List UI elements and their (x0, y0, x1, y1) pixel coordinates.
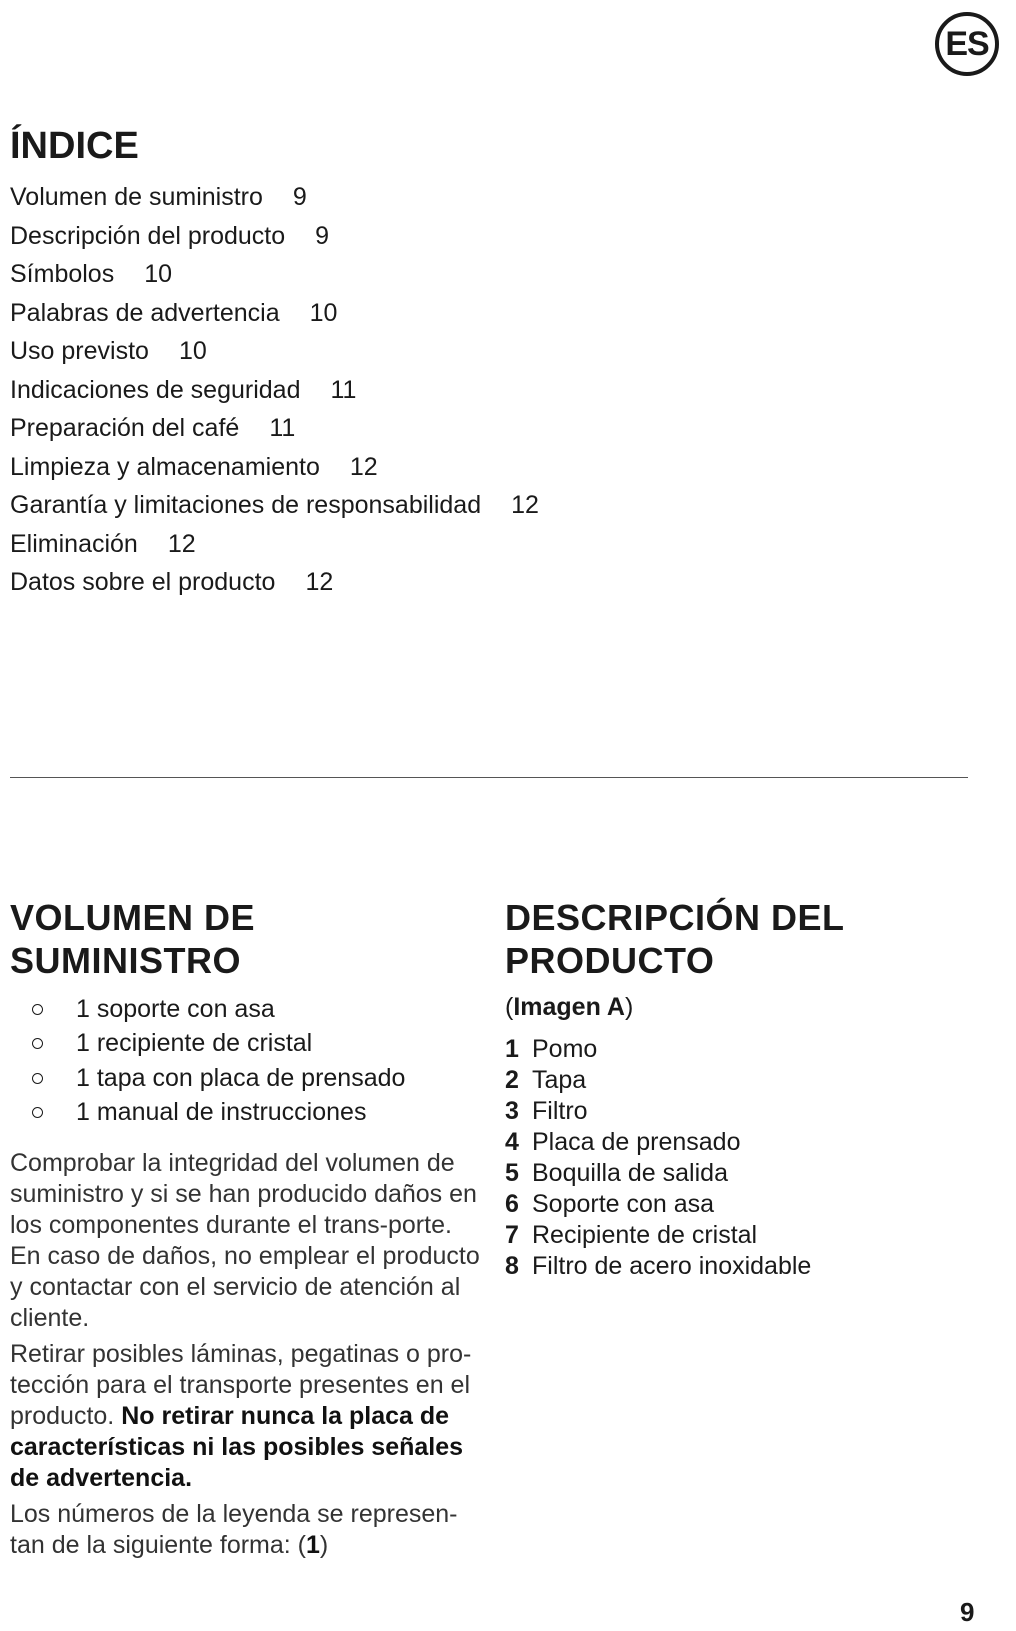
toc-entry-label: Garantía y limitaciones de responsabilidad (10, 491, 482, 519)
part-label: Pomo (532, 1035, 598, 1063)
parts-list (505, 1034, 985, 1282)
supply-title-line2: SUMINISTRO (10, 940, 242, 981)
toc-title: ÍNDICE (10, 125, 139, 167)
toc-entry-label: Descripción del producto (10, 221, 286, 250)
list-item (10, 1027, 480, 1062)
circle-bullet-icon (32, 1107, 43, 1118)
toc-entry-page: 10 (144, 260, 173, 288)
toc-entry[interactable] (10, 332, 539, 371)
toc-entry[interactable] (10, 371, 539, 410)
toc-entry[interactable] (10, 217, 539, 256)
toc-entry-label: Preparación del café (10, 414, 240, 442)
toc-entry-page: 12 (167, 529, 196, 558)
toc-entry[interactable] (10, 448, 539, 487)
description-section (505, 896, 985, 1282)
list-item (505, 1034, 985, 1065)
part-number: 2 (505, 1066, 519, 1094)
table-of-contents (10, 178, 539, 602)
circle-bullet-icon (32, 1004, 43, 1015)
part-number: 6 (505, 1190, 519, 1218)
part-number: 1 (505, 1035, 519, 1063)
language-badge: ES (935, 12, 999, 76)
image-ref-open: ( (505, 993, 514, 1021)
toc-entry-page: 12 (349, 452, 378, 481)
warning-text: No retirar nunca la placa de características ni las posibles señales de advertencia. (10, 1402, 464, 1492)
part-label: Soporte con asa (532, 1190, 715, 1218)
list-item (10, 1096, 480, 1131)
legend-close: ) (319, 1531, 329, 1559)
supply-title-line1: VOLUMEN DE (10, 897, 256, 938)
list-item (505, 1065, 985, 1096)
list-item-label: 1 manual de instrucciones (76, 1098, 367, 1127)
description-title-line2: PRODUCTO (505, 940, 715, 981)
list-item (10, 1061, 480, 1096)
part-label: Placa de prensado (532, 1128, 741, 1156)
toc-entry-page: 10 (178, 337, 207, 365)
image-ref-close: ) (624, 993, 634, 1021)
part-number: 7 (505, 1221, 519, 1249)
supply-title (10, 896, 480, 982)
toc-entry[interactable] (10, 255, 539, 294)
part-label: Boquilla de salida (532, 1159, 728, 1187)
legend-example-number: 1 (306, 1531, 320, 1559)
toc-entry-label: Limpieza y almacenamiento (10, 452, 320, 481)
part-label: Filtro de acero inoxidable (532, 1252, 812, 1280)
list-item-label: 1 recipiente de cristal (76, 1029, 313, 1058)
part-number: 5 (505, 1159, 519, 1187)
toc-entry[interactable] (10, 294, 539, 333)
circle-bullet-icon (32, 1038, 43, 1049)
image-reference (505, 990, 985, 1024)
toc-entry-label: Eliminación (10, 529, 138, 558)
section-divider (10, 777, 968, 778)
list-item-label: 1 soporte con asa (76, 994, 275, 1023)
toc-entry-page: 10 (309, 298, 338, 327)
list-item (505, 1251, 985, 1282)
toc-entry[interactable] (10, 409, 539, 448)
toc-entry[interactable] (10, 486, 539, 525)
image-ref-label: Imagen A (513, 993, 625, 1021)
toc-entry-page: 9 (292, 183, 307, 211)
toc-entry-label: Datos sobre el producto (10, 568, 276, 596)
list-item (505, 1220, 985, 1251)
part-label: Recipiente de cristal (532, 1221, 758, 1249)
legend-paragraph (10, 1499, 480, 1561)
legend-text: Los números de la leyenda se represen-tan de la siguiente forma: ( (10, 1500, 458, 1559)
description-title (505, 896, 985, 982)
part-label: Filtro (532, 1097, 588, 1125)
toc-entry-page: 12 (511, 491, 539, 519)
supply-list (10, 992, 480, 1130)
list-item (505, 1158, 985, 1189)
description-title-line1: DESCRIPCIÓN DEL (505, 897, 845, 938)
list-item (505, 1189, 985, 1220)
part-number: 3 (505, 1097, 519, 1125)
toc-entry-label: Palabras de advertencia (10, 298, 280, 327)
toc-entry[interactable] (10, 178, 539, 217)
toc-entry[interactable] (10, 563, 539, 602)
supply-section (10, 896, 480, 1561)
supply-remove-paragraph (10, 1339, 480, 1494)
toc-entry-page: 11 (269, 414, 296, 442)
part-number: 8 (505, 1252, 519, 1280)
circle-bullet-icon (32, 1073, 43, 1084)
remove-text: Retirar posibles láminas, pegatinas o pro-tección para el transporte presentes en el producto. (10, 1340, 472, 1430)
toc-entry-page: 11 (330, 375, 357, 404)
list-item (10, 992, 480, 1027)
list-item (505, 1096, 985, 1127)
toc-entry-label: Símbolos (10, 260, 115, 288)
toc-entry-page: 9 (315, 221, 330, 250)
toc-entry-page: 12 (305, 568, 334, 596)
toc-entry-label: Uso previsto (10, 337, 149, 365)
list-item (505, 1127, 985, 1158)
toc-entry-label: Volumen de suministro (10, 183, 263, 211)
toc-entry-label: Indicaciones de seguridad (10, 375, 301, 404)
page-number: 9 (960, 1597, 975, 1627)
part-label: Tapa (532, 1066, 587, 1094)
list-item-label: 1 tapa con placa de prensado (76, 1063, 406, 1092)
supply-check-paragraph: Comprobar la integridad del volumen de suministro y si se han producido daños en los componentes durante el trans-porte. En caso de daños, no emplear el producto y contactar con el servicio de atención al cliente. (10, 1149, 480, 1332)
part-number: 4 (505, 1128, 519, 1156)
toc-entry[interactable] (10, 525, 539, 564)
